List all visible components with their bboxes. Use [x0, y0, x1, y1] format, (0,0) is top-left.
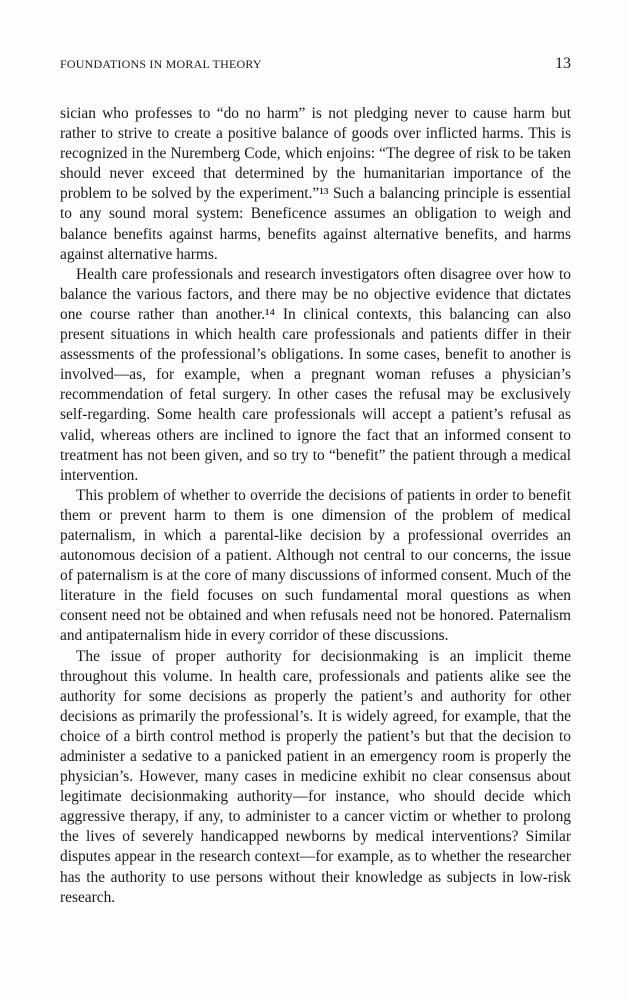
paragraph-continued: sician who professes to “do no harm” is not pledging never to cause harm but rather to strive to create a positive balance of goods over inflicted harms. This is recognized in the Nuremberg Code, which enjoins: “The degree of risk to be taken should never exceed that determined by the humanitarian importance of the problem to be solved by the experiment.”¹³ Such a balancing principle is essential to any sound moral system: Beneficence assumes an obligation to weigh and balance benefits against harms, benefits against alternative benefits, and harms against alternative harms. — [60, 105, 571, 263]
running-title: FOUNDATIONS IN MORAL THEORY — [60, 57, 262, 71]
paragraph-balancing-disagreement: Health care professionals and research investigators often disagree over how to balance the various factors, and there may be no objective evidence that dictates one course rather than another.¹⁴ In clinical contexts, this balancing can also present situations in which health care professionals and patients differ in their assessments of the professional’s obligations. In some cases, benefit to another is involved—as, for example, when a pregnant woman refuses a physician’s recommendation of fetal surgery. In other cases the refusal may be exclusively self-regarding. Some health care professionals will accept a patient’s refusal as valid, whereas others are inclined to ignore the fact that an informed consent to treatment has not been given, and so try to “benefit” the patient through a medical intervention. — [60, 265, 571, 484]
page-number: 13 — [555, 55, 571, 72]
body-text — [60, 104, 571, 908]
paragraph-decision-authority: The issue of proper authority for decisionmaking is an implicit theme throughout this volume. In health care, professionals and patients alike see the authority for some decisions as properly the patient’s and authority for other decisions as primarily the professional’s. It is widely agreed, for example, that the choice of a birth control method is properly the patient’s but that the decision to administer a sedative to a panicked patient in an emergency room is properly the physician’s. However, many cases in medicine exhibit no clear consensus about legitimate decisionmaking authority—for instance, who should decide which aggressive therapy, if any, to administer to a cancer victim or whether to prolong the lives of severely handicapped newborns by medical interventions? Similar disputes appear in the research context—for example, as to whether the researcher has the authority to use persons without their knowledge as subjects in low-risk research. — [60, 647, 571, 906]
paragraph-medical-paternalism: This problem of whether to override the decisions of patients in order to benefit them or prevent harm to them is one dimension of the problem of medical paternalism, in which a parental-like decision by a professional overrides an autonomous decision of a patient. Although not central to our concerns, the issue of paternalism is at the core of many discussions of informed consent. Much of the literature in the field focuses on such fundamental moral questions as when consent need not be obtained and when refusals need not be honored. Paternalism and antipaternalism hide in every corridor of these discussions. — [60, 486, 571, 645]
running-head — [60, 55, 571, 77]
